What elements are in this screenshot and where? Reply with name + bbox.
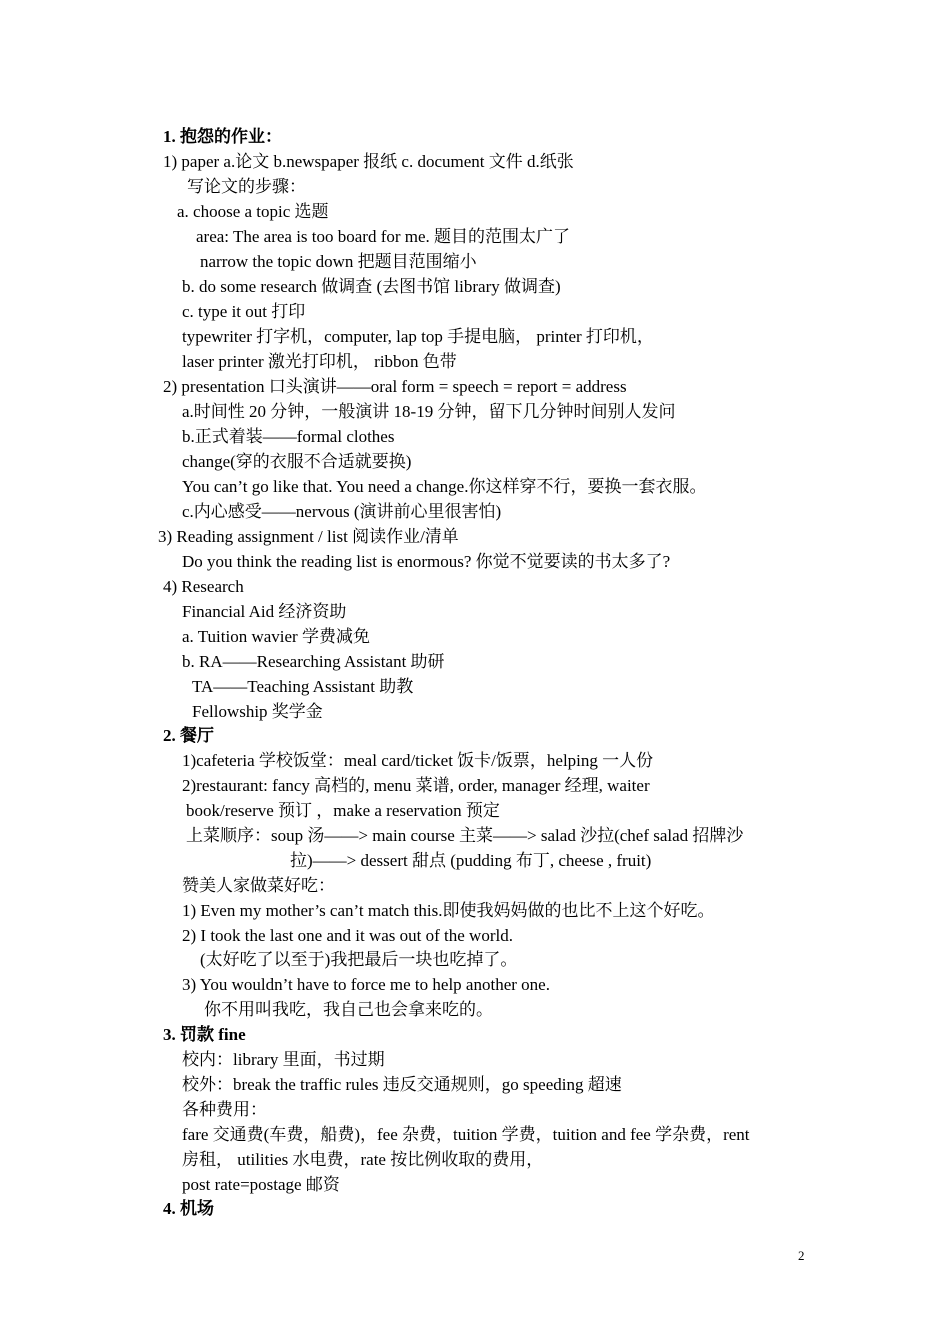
- text-line: 3) You wouldn’t have to force me to help another one.: [182, 975, 550, 994]
- text-line: 2) I took the last one and it was out of the world.: [182, 926, 513, 945]
- text-line: 你不用叫我吃，我自己也会拿来吃的。: [204, 1000, 493, 1019]
- text-line: You can’t go like that. You need a change.你这样穿不行，要换一套衣服。: [182, 477, 707, 496]
- text-line: a. Tuition wavier 学费减免: [182, 627, 370, 646]
- text-line: 校外：break the traffic rules 违反交通规则，go speeding 超速: [182, 1075, 622, 1094]
- text-line: 2) presentation 口头演讲——oral form = speech = report = address: [163, 377, 627, 396]
- text-line: book/reserve 预订 ，make a reservation 预定: [186, 801, 500, 820]
- text-line: 1)cafeteria 学校饭堂：meal card/ticket 饭卡/饭票，helping 一人份: [182, 751, 654, 770]
- text-line: narrow the topic down 把题目范围缩小: [200, 252, 477, 271]
- text-line: Fellowship 奖学金: [192, 702, 323, 721]
- heading-airport: 4. 机场: [163, 1199, 214, 1218]
- text-line: b. do some research 做调查 (去图书馆 library 做调查): [182, 277, 561, 296]
- text-line: Do you think the reading list is enormous? 你觉不觉要读的书太多了?: [182, 552, 671, 571]
- text-line: b.正式着装——formal clothes: [182, 427, 395, 446]
- text-line: a. choose a topic 选题: [177, 202, 329, 221]
- text-line: a.时间性 20 分钟，一般演讲 18-19 分钟，留下几分钟时间别人发问: [182, 402, 676, 421]
- text-line: typewriter 打字机，computer, lap top 手提电脑， printer 打印机，: [182, 327, 654, 346]
- text-line: fare 交通费(车费，船费)，fee 杂费，tuition 学费，tuition and fee 学杂费，rent: [182, 1125, 750, 1144]
- text-line: 赞美人家做菜好吃：: [182, 876, 335, 895]
- heading-restaurant: 2. 餐厅: [163, 726, 214, 745]
- text-line: 各种费用：: [182, 1100, 267, 1119]
- text-line: 拉)——> dessert 甜点 (pudding 布丁, cheese , fruit): [290, 851, 652, 870]
- text-line: c. type it out 打印: [182, 302, 306, 321]
- text-line: (太好吃了以至于)我把最后一块也吃掉了。: [200, 950, 518, 969]
- text-line: 4) Research: [163, 577, 244, 596]
- text-line: TA——Teaching Assistant 助教: [192, 677, 414, 696]
- page-number: 2: [798, 1248, 805, 1263]
- text-line: Financial Aid 经济资助: [182, 602, 347, 621]
- text-line: change(穿的衣服不合适就要换): [182, 452, 412, 471]
- text-line: area: The area is too board for me. 题目的范围太广了: [196, 227, 571, 246]
- text-line: 2)restaurant: fancy 高档的, menu 菜谱, order, manager 经理, waiter: [182, 776, 650, 795]
- text-line: 校内：library 里面，书过期: [182, 1050, 385, 1069]
- text-line: post rate=postage 邮资: [182, 1175, 340, 1194]
- text-line: laser printer 激光打印机， ribbon 色带: [182, 352, 457, 371]
- heading-complaint-homework: 1. 抱怨的作业：: [163, 127, 282, 146]
- text-line: 写论文的步骤：: [187, 177, 306, 196]
- text-line: 1) paper a.论文 b.newspaper 报纸 c. document 文件 d.纸张: [163, 152, 574, 171]
- text-line: 1) Even my mother’s can’t match this.即使我妈妈做的也比不上这个好吃。: [182, 901, 715, 920]
- text-line: 3) Reading assignment / list 阅读作业/清单: [158, 527, 459, 546]
- text-line: 上菜顺序：soup 汤——> main course 主菜——> salad 沙拉(chef salad 招牌沙: [186, 826, 744, 845]
- text-line: b. RA——Researching Assistant 助研: [182, 652, 445, 671]
- text-line: 房租， utilities 水电费，rate 按比例收取的费用，: [182, 1150, 544, 1169]
- heading-fine: 3. 罚款 fine: [163, 1025, 246, 1044]
- text-line: c.内心感受——nervous (演讲前心里很害怕): [182, 502, 502, 521]
